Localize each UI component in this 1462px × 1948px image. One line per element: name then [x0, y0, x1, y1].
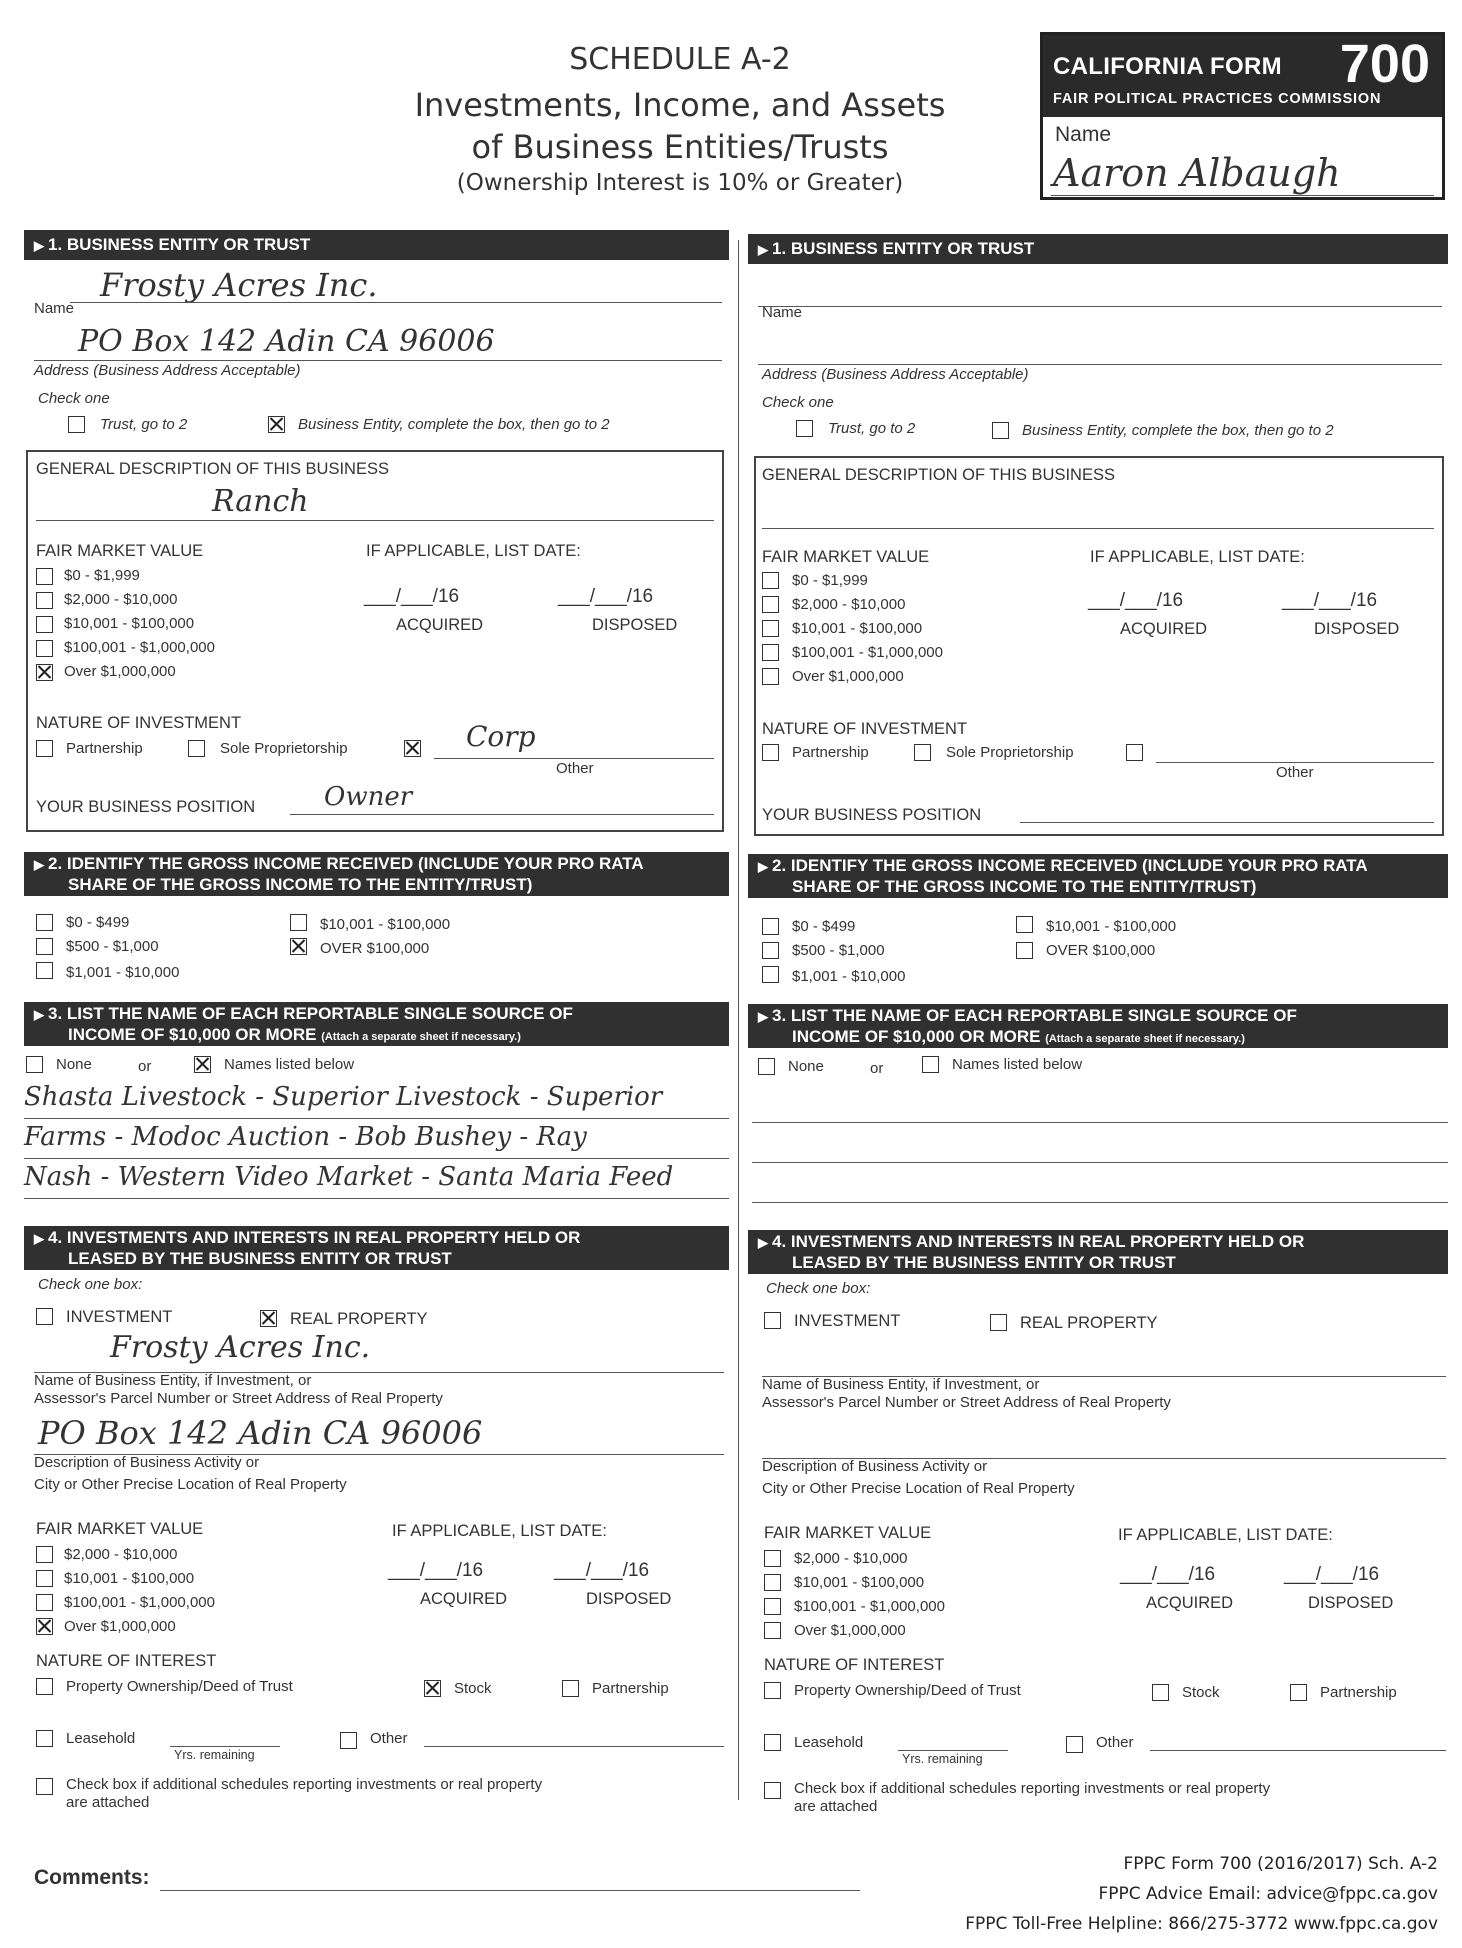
filer-name-label: Name [1055, 123, 1112, 146]
real-property-checkbox[interactable] [260, 1310, 277, 1327]
income-source-line-1[interactable]: Farms - Modoc Auction - Bob Bushey - Ray [24, 1122, 587, 1152]
r-other-nature-checkbox[interactable] [1126, 744, 1143, 761]
s4-fmv-label: FAIR MARKET VALUE [36, 1520, 204, 1538]
s4-fmv-option-1: $10,001 - $100,000 [64, 1570, 195, 1587]
section2-header: ▶ 2. IDENTIFY THE GROSS INCOME RECEIVED (INCLUDE YOUR PRO RATA SHARE OF THE GROSS INCOME TO THE ENTITY/TRUST) [24, 852, 729, 896]
r-partnership-label: Partnership [792, 744, 869, 761]
r-income-option-2: $1,001 - $10,000 [792, 968, 906, 985]
footer-form-id: FPPC Form 700 (2016/2017) Sch. A-2 [1123, 1854, 1438, 1874]
r-s4-fmv-label: FAIR MARKET VALUE [764, 1524, 932, 1542]
fmv-checkbox-2[interactable] [36, 616, 53, 633]
r-none-label: None [788, 1058, 824, 1075]
r-check-one-label: Check one [762, 394, 834, 411]
r-business-position-label: YOUR BUSINESS POSITION [762, 806, 982, 824]
address-label: Address (Business Address Acceptable) [34, 362, 301, 379]
sole-proprietorship-checkbox[interactable] [188, 740, 205, 757]
fmv-option-2: $10,001 - $100,000 [64, 615, 195, 632]
additional-schedules-label-1: Check box if additional schedules reporting investments or real property [66, 1776, 543, 1793]
r-s4-disposed-date[interactable]: ___/___/16 [1284, 1564, 1380, 1585]
r-stock-checkbox[interactable] [1152, 1684, 1169, 1701]
business-entity-label: Business Entity, complete the box, then go to 2 [298, 416, 610, 433]
s4-disposed-date[interactable]: ___/___/16 [554, 1560, 650, 1581]
form-title-line1: Investments, Income, and Assets [414, 86, 946, 124]
s4-partnership-checkbox[interactable] [562, 1680, 579, 1697]
stock-checkbox[interactable] [424, 1680, 441, 1697]
r-s4-disposed-label: DISPOSED [1308, 1594, 1394, 1612]
r-business-entity-label: Business Entity, complete the box, then go to 2 [1022, 422, 1334, 439]
schedule-label: SCHEDULE A-2 [569, 42, 791, 77]
r-names-listed-label: Names listed below [952, 1056, 1083, 1073]
r-section2-header: ▶ 2. IDENTIFY THE GROSS INCOME RECEIVED (INCLUDE YOUR PRO RATA SHARE OF THE GROSS INCOME TO THE ENTITY/TRUST) [748, 854, 1448, 898]
investment-label: INVESTMENT [66, 1308, 173, 1326]
r-income-option-4: OVER $100,000 [1046, 942, 1156, 959]
income-checkbox-3[interactable] [290, 914, 307, 931]
or-label: or [138, 1058, 152, 1075]
s4-fmv-option-3: Over $1,000,000 [64, 1618, 176, 1635]
left-column [24, 230, 734, 1811]
income-source-line-0[interactable]: Shasta Livestock - Superior Livestock - Superior [24, 1082, 663, 1112]
s4-acquired-label: ACQUIRED [420, 1590, 508, 1608]
r-income-option-0: $0 - $499 [792, 918, 856, 935]
s4-fmv-option-0: $2,000 - $10,000 [64, 1546, 178, 1563]
stock-label: Stock [454, 1680, 492, 1697]
r-fmv-checkbox-2[interactable] [762, 620, 779, 637]
general-description-value[interactable]: Ranch [212, 484, 309, 519]
form-number-box [1040, 32, 1445, 200]
disposed-label: DISPOSED [592, 616, 678, 634]
r-income-checkbox-1[interactable] [762, 942, 779, 959]
r-s4-fmv-checkbox-3[interactable] [764, 1622, 781, 1639]
r-fmv-checkbox-1[interactable] [762, 596, 779, 613]
business-entity-checkbox[interactable] [268, 416, 285, 433]
footer-helpline: FPPC Toll-Free Helpline: 866/275-3772 www.fppc.ca.gov [965, 1914, 1438, 1934]
right-column [748, 230, 1458, 1815]
r-income-checkbox-2[interactable] [762, 966, 779, 983]
nature-interest-label: NATURE OF INTEREST [36, 1652, 217, 1670]
s4-other-label: Other [370, 1730, 408, 1747]
r-property-ownership-checkbox[interactable] [764, 1682, 781, 1699]
sole-proprietorship-label: Sole Proprietorship [220, 740, 348, 757]
acquired-label: ACQUIRED [396, 616, 484, 634]
other-nature-value[interactable]: Corp [466, 720, 536, 753]
r-additional-schedules-label-1: Check box if additional schedules reporting investments or real property [794, 1780, 1271, 1797]
r-s4-fmv-checkbox-0[interactable] [764, 1550, 781, 1567]
s4-fmv-checkbox-1[interactable] [36, 1570, 53, 1587]
s4-name-label-2: Assessor's Parcel Number or Street Address of Real Property [34, 1390, 443, 1407]
names-listed-label: Names listed below [224, 1056, 355, 1073]
r-income-option-1: $500 - $1,000 [792, 942, 885, 959]
leasehold-label: Leasehold [66, 1730, 136, 1747]
s4-partnership-label: Partnership [592, 1680, 669, 1697]
s4-if-applicable-label: IF APPLICABLE, LIST DATE: [392, 1522, 607, 1540]
partnership-checkbox[interactable] [36, 740, 53, 757]
none-checkbox[interactable] [26, 1056, 43, 1073]
r-income-checkbox-0[interactable] [762, 918, 779, 935]
footer-advice-email: FPPC Advice Email: advice@fppc.ca.gov [1098, 1884, 1438, 1904]
income-source-line-2[interactable]: Nash - Western Video Market - Santa Maria Feed [24, 1162, 674, 1192]
r-fmv-option-0: $0 - $1,999 [792, 572, 868, 589]
r-s4-fmv-checkbox-1[interactable] [764, 1574, 781, 1591]
r-s4-desc-label-2: City or Other Precise Location of Real Property [762, 1480, 1075, 1497]
r-s4-other-label: Other [1096, 1734, 1134, 1751]
form-label: CALIFORNIA FORM [1053, 53, 1282, 80]
entity-name-label: Name [34, 300, 75, 317]
additional-schedules-checkbox[interactable] [36, 1778, 53, 1795]
general-description-label: GENERAL DESCRIPTION OF THIS BUSINESS [36, 460, 389, 478]
s4-fmv-option-2: $100,001 - $1,000,000 [64, 1594, 215, 1611]
r-section4-header: ▶ 4. INVESTMENTS AND INTERESTS IN REAL PROPERTY HELD OR LEASED BY THE BUSINESS ENTITY OR TRUST [748, 1230, 1448, 1274]
yrs-remaining-label: Yrs. remaining [174, 1748, 255, 1762]
r-fmv-option-3: $100,001 - $1,000,000 [792, 644, 943, 661]
r-fmv-label: FAIR MARKET VALUE [762, 548, 930, 566]
r-s4-fmv-option-2: $100,001 - $1,000,000 [794, 1598, 945, 1615]
section4-header: ▶ 4. INVESTMENTS AND INTERESTS IN REAL PROPERTY HELD OR LEASED BY THE BUSINESS ENTITY OR TRUST [24, 1226, 729, 1270]
r-income-option-3: $10,001 - $100,000 [1046, 918, 1177, 935]
fmv-checkbox-0[interactable] [36, 568, 53, 585]
s4-acquired-date[interactable]: ___/___/16 [388, 1560, 484, 1581]
r-acquired-label: ACQUIRED [1120, 620, 1208, 638]
r-disposed-date[interactable]: ___/___/16 [1282, 590, 1378, 611]
r-section1-header: ▶ 1. BUSINESS ENTITY OR TRUST [748, 234, 1448, 264]
fmv-label: FAIR MARKET VALUE [36, 542, 204, 560]
r-s4-fmv-option-1: $10,001 - $100,000 [794, 1574, 925, 1591]
fmv-option-1: $2,000 - $10,000 [64, 591, 178, 608]
form-title-line2: of Business Entities/Trusts [471, 128, 889, 166]
r-names-listed-checkbox[interactable] [922, 1056, 939, 1073]
r-income-checkbox-3[interactable] [1016, 916, 1033, 933]
r-business-entity-checkbox[interactable] [992, 422, 1009, 439]
business-position-label: YOUR BUSINESS POSITION [36, 798, 256, 816]
r-section3-header: ▶ 3. LIST THE NAME OF EACH REPORTABLE SINGLE SOURCE OF INCOME OF $10,000 OR MORE (Attach a separate sheet if necessary.) [748, 1004, 1448, 1048]
r-income-checkbox-4[interactable] [1016, 942, 1033, 959]
r-s4-partnership-label: Partnership [1320, 1684, 1397, 1701]
r-sole-proprietorship-checkbox[interactable] [914, 744, 931, 761]
income-option-4: OVER $100,000 [320, 940, 430, 957]
r-none-checkbox[interactable] [758, 1058, 775, 1075]
r-fmv-option-2: $10,001 - $100,000 [792, 620, 923, 637]
r-investment-label: INVESTMENT [794, 1312, 901, 1330]
s4-name-value[interactable]: Frosty Acres Inc. [110, 1330, 371, 1365]
r-s4-fmv-option-3: Over $1,000,000 [794, 1622, 906, 1639]
r-fmv-option-4: Over $1,000,000 [792, 668, 904, 685]
s4-name-label-1: Name of Business Entity, if Investment, or [34, 1372, 312, 1389]
r-fmv-checkbox-0[interactable] [762, 572, 779, 589]
r-stock-label: Stock [1182, 1684, 1220, 1701]
additional-schedules-label-2: are attached [66, 1794, 150, 1811]
r-real-property-checkbox[interactable] [990, 1314, 1007, 1331]
trust-label: Trust, go to 2 [100, 416, 188, 433]
r-trust-label: Trust, go to 2 [828, 420, 916, 437]
r-other-label: Other [1276, 764, 1314, 781]
entity-name-value[interactable]: Frosty Acres Inc. [100, 266, 378, 304]
r-check-one-box-label: Check one box: [766, 1280, 871, 1297]
income-option-3: $10,001 - $100,000 [320, 916, 451, 933]
partnership-label: Partnership [66, 740, 143, 757]
r-entity-name-label: Name [762, 304, 803, 321]
income-option-1: $500 - $1,000 [66, 938, 159, 955]
r-trust-checkbox[interactable] [796, 420, 813, 437]
r-leasehold-label: Leasehold [794, 1734, 864, 1751]
r-address-label: Address (Business Address Acceptable) [762, 366, 1029, 383]
r-property-ownership-label: Property Ownership/Deed of Trust [794, 1682, 1021, 1699]
r-s4-if-applicable-label: IF APPLICABLE, LIST DATE: [1118, 1526, 1333, 1544]
fmv-checkbox-3[interactable] [36, 640, 53, 657]
income-checkbox-0[interactable] [36, 914, 53, 931]
r-s4-name-label-2: Assessor's Parcel Number or Street Address of Real Property [762, 1394, 1171, 1411]
acquired-date[interactable]: ___/___/16 [364, 586, 460, 607]
fmv-checkbox-1[interactable] [36, 592, 53, 609]
s4-location-value[interactable]: PO Box 142 Adin CA 96006 [38, 1414, 483, 1452]
section3-header: ▶ 3. LIST THE NAME OF EACH REPORTABLE SINGLE SOURCE OF INCOME OF $10,000 OR MORE (Attach a separate sheet if necessary.) [24, 1002, 729, 1046]
investment-checkbox[interactable] [36, 1308, 53, 1325]
r-fmv-checkbox-4[interactable] [762, 668, 779, 685]
property-ownership-label: Property Ownership/Deed of Trust [66, 1678, 293, 1695]
s4-fmv-checkbox-3[interactable] [36, 1618, 53, 1635]
s4-desc-label-2: City or Other Precise Location of Real Property [34, 1476, 347, 1493]
property-ownership-checkbox[interactable] [36, 1678, 53, 1695]
section1-header: ▶ 1. BUSINESS ENTITY OR TRUST [24, 230, 729, 260]
names-listed-checkbox[interactable] [194, 1056, 211, 1073]
r-acquired-date[interactable]: ___/___/16 [1088, 590, 1184, 611]
r-s4-desc-label-1: Description of Business Activity or [762, 1458, 988, 1475]
r-sole-proprietorship-label: Sole Proprietorship [946, 744, 1074, 761]
comments-label: Comments: [34, 1866, 150, 1889]
r-s4-acquired-label: ACQUIRED [1146, 1594, 1234, 1612]
s4-disposed-label: DISPOSED [586, 1590, 672, 1608]
trust-checkbox[interactable] [68, 416, 85, 433]
disposed-date[interactable]: ___/___/16 [558, 586, 654, 607]
r-or-label: or [870, 1060, 884, 1077]
r-additional-schedules-label-2: are attached [794, 1798, 878, 1815]
other-nature-checkbox[interactable] [404, 740, 421, 757]
r-if-applicable-label: IF APPLICABLE, LIST DATE: [1090, 548, 1305, 566]
filer-name-value[interactable]: Aaron Albaugh [1053, 151, 1341, 195]
check-one-box-label: Check one box: [38, 1276, 143, 1293]
income-checkbox-2[interactable] [36, 962, 53, 979]
real-property-label: REAL PROPERTY [290, 1310, 428, 1328]
r-real-property-label: REAL PROPERTY [1020, 1314, 1158, 1332]
r-investment-checkbox[interactable] [764, 1312, 781, 1329]
form-subtitle: (Ownership Interest is 10% or Greater) [456, 170, 904, 196]
r-s4-fmv-option-0: $2,000 - $10,000 [794, 1550, 908, 1567]
income-checkbox-4[interactable] [290, 938, 307, 955]
r-partnership-checkbox[interactable] [762, 744, 779, 761]
r-general-description-label: GENERAL DESCRIPTION OF THIS BUSINESS [762, 466, 1115, 484]
fmv-checkbox-4[interactable] [36, 664, 53, 681]
r-leasehold-checkbox[interactable] [764, 1734, 781, 1751]
income-option-2: $1,001 - $10,000 [66, 964, 180, 981]
r-s4-other-checkbox[interactable] [1066, 1736, 1083, 1753]
r-fmv-option-1: $2,000 - $10,000 [792, 596, 906, 613]
r-s4-acquired-date[interactable]: ___/___/16 [1120, 1564, 1216, 1585]
income-checkbox-1[interactable] [36, 938, 53, 955]
nature-investment-label: NATURE OF INVESTMENT [36, 714, 242, 732]
r-nature-interest-label: NATURE OF INTEREST [764, 1656, 945, 1674]
other-label: Other [556, 760, 594, 777]
comments-line[interactable] [160, 1890, 860, 1891]
r-disposed-label: DISPOSED [1314, 620, 1400, 638]
business-position-value[interactable]: Owner [324, 782, 413, 812]
s4-fmv-checkbox-2[interactable] [36, 1594, 53, 1611]
fmv-option-4: Over $1,000,000 [64, 663, 176, 680]
leasehold-checkbox[interactable] [36, 1730, 53, 1747]
s4-fmv-checkbox-0[interactable] [36, 1546, 53, 1563]
r-s4-partnership-checkbox[interactable] [1290, 1684, 1307, 1701]
if-applicable-label: IF APPLICABLE, LIST DATE: [366, 542, 581, 560]
s4-other-checkbox[interactable] [340, 1732, 357, 1749]
r-s4-fmv-checkbox-2[interactable] [764, 1598, 781, 1615]
r-fmv-checkbox-3[interactable] [762, 644, 779, 661]
fmv-option-3: $100,001 - $1,000,000 [64, 639, 215, 656]
s4-desc-label-1: Description of Business Activity or [34, 1454, 260, 1471]
none-label: None [56, 1056, 92, 1073]
r-nature-investment-label: NATURE OF INVESTMENT [762, 720, 968, 738]
fmv-option-0: $0 - $1,999 [64, 567, 140, 584]
income-option-0: $0 - $499 [66, 914, 130, 931]
r-yrs-remaining-label: Yrs. remaining [902, 1752, 983, 1766]
commission-label: FAIR POLITICAL PRACTICES COMMISSION [1053, 91, 1382, 107]
r-s4-name-label-1: Name of Business Entity, if Investment, or [762, 1376, 1040, 1393]
entity-address-value[interactable]: PO Box 142 Adin CA 96006 [78, 324, 495, 359]
r-additional-schedules-checkbox[interactable] [764, 1782, 781, 1799]
form-number: 700 [1339, 34, 1430, 94]
check-one-label: Check one [38, 390, 110, 407]
